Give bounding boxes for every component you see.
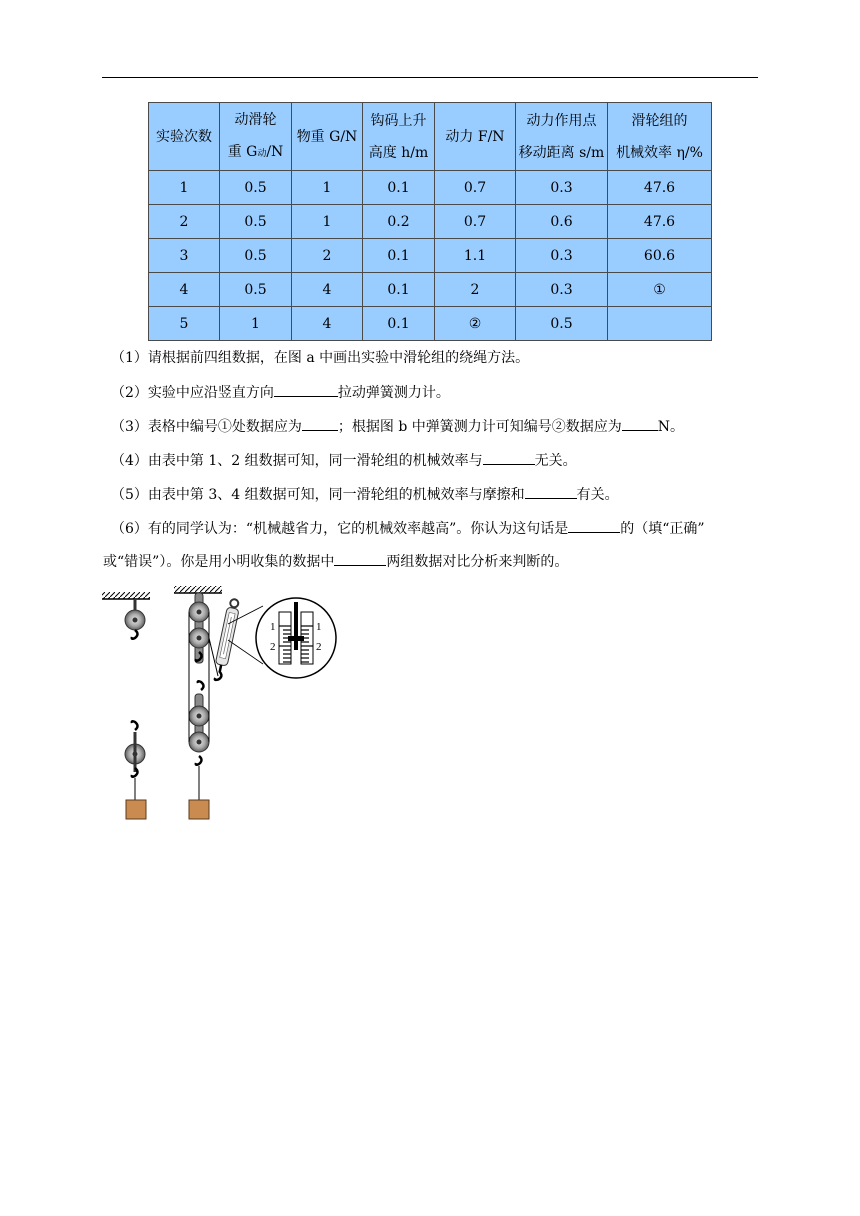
question-4: （4）由表中第 1、2 组数据可知，同一滑轮组的机械效率与 无关。 — [111, 450, 577, 471]
table-cell: 0.1 — [363, 273, 435, 307]
question-3: （3）表格中编号①处数据应为 ；根据图 b 中弹簧测力计可知编号②数据应为 N。 — [111, 416, 684, 437]
header-distance: 动力作用点 移动距离 s/m — [516, 103, 608, 171]
table-cell — [608, 307, 712, 341]
header-object-weight: 物重 G/N — [292, 103, 363, 171]
table-cell: 1 — [149, 171, 220, 205]
table-cell: 4 — [292, 273, 363, 307]
table-row — [149, 171, 712, 205]
table-cell: 0.5 — [220, 273, 292, 307]
question-1: （1）请根据前四组数据，在图 a 中画出实验中滑轮组的绕绳方法。 — [111, 350, 530, 366]
header-rule — [102, 77, 758, 78]
hook-icon — [196, 756, 202, 765]
header-pulley-weight: 动滑轮 重 G动/N — [220, 103, 292, 171]
table-cell: 5 — [149, 307, 220, 341]
ceiling-b — [174, 586, 222, 593]
table-cell: 0.1 — [363, 239, 435, 273]
answer-blank[interactable] — [302, 416, 338, 431]
table-cell: 1.1 — [435, 239, 516, 273]
table-cell: 1 — [292, 205, 363, 239]
table-cell: 1 — [220, 307, 292, 341]
table-cell: 2 — [292, 239, 363, 273]
hook-icon — [132, 721, 138, 730]
header-force: 动力 F/N — [435, 103, 516, 171]
hook-icon — [132, 768, 138, 777]
scale-label: 2 — [316, 641, 322, 653]
answer-blank[interactable] — [525, 484, 577, 499]
question-6-continued: 或“错误”）。你是用小明收集的数据中 两组数据对比分析来判断的。 — [103, 551, 568, 572]
weight-block-b — [189, 800, 209, 819]
table-header-row — [149, 103, 712, 171]
table-cell: 0.1 — [363, 307, 435, 341]
answer-blank[interactable] — [274, 382, 338, 397]
scale-magnifier — [256, 598, 336, 678]
table-cell: 0.3 — [516, 273, 608, 307]
table-cell: 47.6 — [608, 171, 712, 205]
hook-icon — [198, 681, 204, 690]
answer-blank[interactable] — [568, 518, 620, 533]
table-cell: 0.5 — [220, 171, 292, 205]
figure-b — [174, 586, 263, 819]
table-cell: 2 — [149, 205, 220, 239]
table-cell: ① — [608, 273, 712, 307]
header-efficiency: 滑轮组的 机械效率 η/% — [608, 103, 712, 171]
table-cell: 0.3 — [516, 171, 608, 205]
table-row — [149, 273, 712, 307]
table-cell: 0.3 — [516, 239, 608, 273]
question-5: （5）由表中第 3、4 组数据可知，同一滑轮组的机械效率与摩擦和 有关。 — [111, 484, 619, 505]
ceiling-a — [102, 592, 150, 599]
table-cell: 4 — [292, 307, 363, 341]
answer-blank[interactable] — [622, 416, 658, 431]
table-cell: 4 — [149, 273, 220, 307]
pulley-figure — [100, 582, 350, 827]
answer-blank[interactable] — [483, 450, 535, 465]
table-row — [149, 239, 712, 273]
table-cell: 2 — [435, 273, 516, 307]
table-cell: 0.7 — [435, 205, 516, 239]
hook-icon — [132, 630, 138, 639]
table-row — [149, 307, 712, 341]
scale-label: 1 — [316, 621, 322, 633]
experiment-table — [148, 102, 712, 341]
answer-blank[interactable] — [334, 551, 386, 566]
table-cell: 60.6 — [608, 239, 712, 273]
figure-a — [102, 592, 150, 819]
table-cell: 0.1 — [363, 171, 435, 205]
header-lift-height: 钩码上升 高度 h/m — [363, 103, 435, 171]
scale-label: 1 — [270, 621, 276, 633]
weight-block-a — [126, 800, 146, 819]
table-cell: 0.5 — [516, 307, 608, 341]
table-cell: 0.6 — [516, 205, 608, 239]
table-cell: 0.5 — [220, 205, 292, 239]
scale-pointer — [288, 636, 304, 641]
header-trial: 实验次数 — [149, 103, 220, 171]
table-cell: 3 — [149, 239, 220, 273]
table-cell: ② — [435, 307, 516, 341]
table-cell: 47.6 — [608, 205, 712, 239]
scale-label: 2 — [270, 641, 276, 653]
table-cell: 0.5 — [220, 239, 292, 273]
question-2: （2）实验中应沿竖直方向 拉动弹簧测力计。 — [111, 382, 450, 403]
question-6: （6）有的同学认为：“机械越省力，它的机械效率越高”。你认为这句话是 的（填“正确” — [111, 518, 705, 539]
table-cell: 0.7 — [435, 171, 516, 205]
table-cell: 1 — [292, 171, 363, 205]
table-cell: 0.2 — [363, 205, 435, 239]
table-row — [149, 205, 712, 239]
